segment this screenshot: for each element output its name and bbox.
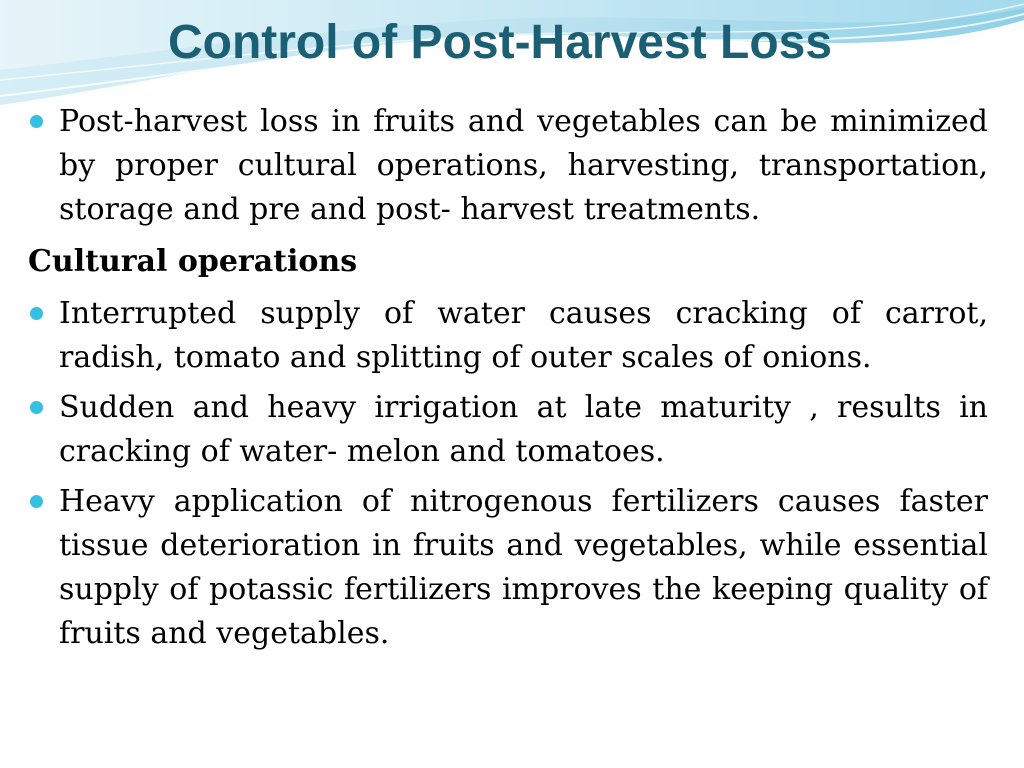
bullet-item: [28, 100, 988, 232]
bullet-text: Post-harvest loss in fruits and vegetables can be minimized by proper cultural operations, harvesting, transportation, storage and pre and post- harvest treatments.: [59, 104, 988, 227]
bullet-item: [28, 292, 988, 380]
slide-title: Control of Post-Harvest Loss: [167, 16, 833, 69]
bullet-dot-icon: [30, 495, 43, 508]
bullet-text: Heavy application of nitrogenous fertilizers causes faster tissue deterioration in fruits and vegetables, while essential supply of potassic fertilizers improves the keeping quality of fruits and vegetables.: [59, 484, 988, 651]
bullet-item: [28, 480, 988, 656]
bullet-item: [28, 386, 988, 474]
bullet-dot-icon: [30, 307, 43, 320]
bullet-dot-icon: [30, 401, 43, 414]
slide-content: [28, 100, 988, 664]
bullet-dot-icon: [30, 115, 43, 128]
section-heading: Cultural operations: [28, 244, 358, 279]
bullet-text: Sudden and heavy irrigation at late maturity , results in cracking of water- melon and tomatoes.: [59, 390, 988, 469]
bullet-text: Interrupted supply of water causes cracking of carrot, radish, tomato and splitting of outer scales of onions.: [59, 296, 988, 375]
